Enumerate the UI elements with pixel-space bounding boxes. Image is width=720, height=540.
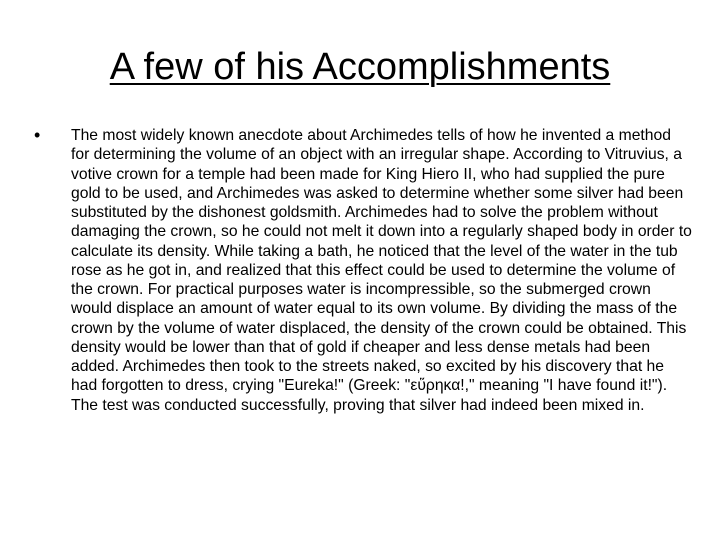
slide-title: A few of his Accomplishments — [109, 46, 611, 88]
bullet-paragraph: The most widely known anecdote about Archimedes tells of how he invented a method for determining the volume of an object with an irregular shape. According to Vitruvius, a votive crown for a temple had been made for King Hiero II, who had supplied the pure gold to be used, and Archimedes was asked to determine whether some silver had been substituted by the dishonest goldsmith. Archimedes had to solve the problem without damaging the crown, so he could not melt it down into a regularly shaped body in order to calculate its density. While taking a bath, he noticed that the level of the water in the tub rose as he got in, and realized that this effect could be used to determine the volume of the crown. For practical purposes water is incompressible, so the submerged crown would displace an amount of water equal to its own volume. By dividing the mass of the crown by the volume of water displaced, the density of the crown could be obtained. This density would be lower than that of gold if cheaper and less dense metals had been added. Archimedes then took to the streets naked, so excited by his discovery that he had forgotten to dress, crying "Eureka!" (Greek: "εὕρηκα!," meaning "I have found it!"). The test was conducted successfully, proving that silver had indeed been mixed in. — [71, 127, 692, 414]
bullet-item — [34, 126, 692, 415]
bullet-marker: • — [34, 126, 41, 145]
slide-body — [34, 126, 692, 526]
